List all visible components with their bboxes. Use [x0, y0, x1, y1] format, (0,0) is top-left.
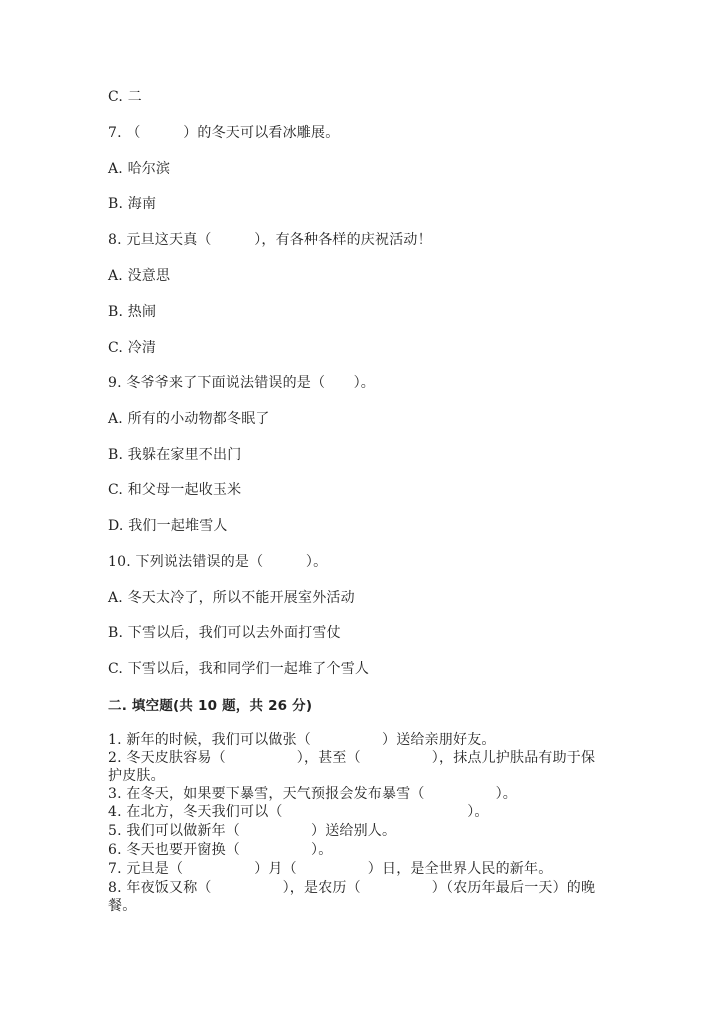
option-q8-b: B. 热闹 — [108, 304, 157, 320]
fill-line-7: 7. 元旦是（ ）月（ ）日，是全世界人民的新年。 — [108, 861, 553, 877]
fill-line-2-cont: 护皮肤。 — [108, 768, 165, 784]
option-q6-c: C. 二 — [108, 89, 142, 105]
option-q10-a: A. 冬天太冷了，所以不能开展室外活动 — [108, 590, 355, 606]
option-q7-a: A. 哈尔滨 — [108, 161, 171, 177]
fill-line-4: 4. 在北方，冬天我们可以（ ）。 — [108, 804, 489, 820]
question-10-stem: 10. 下列说法错误的是（ ）。 — [108, 554, 328, 570]
option-q9-a: A. 所有的小动物都冬眠了 — [108, 411, 270, 427]
fill-line-8: 8. 年夜饭又称（ ），是农历（ ）（农历年最后一天）的晚 — [108, 880, 596, 896]
option-q10-c: C. 下雪以后，我和同学们一起堆了个雪人 — [108, 661, 370, 677]
option-q8-c: C. 冷清 — [108, 340, 157, 356]
option-q10-b: B. 下雪以后，我们可以去外面打雪仗 — [108, 625, 341, 641]
fill-line-6: 6. 冬天也要开窗换（ ）。 — [108, 842, 333, 858]
option-q9-d: D. 我们一起堆雪人 — [108, 518, 228, 534]
option-q9-b: B. 我躲在家里不出门 — [108, 447, 242, 463]
fill-line-2: 2. 冬天皮肤容易（ ），甚至（ ），抹点儿护肤品有助于保 — [108, 750, 596, 766]
option-q9-c: C. 和父母一起收玉米 — [108, 482, 242, 498]
question-9-stem: 9. 冬爷爷来了下面说法错误的是（ ）。 — [108, 375, 376, 391]
fill-line-1: 1. 新年的时候，我们可以做张（ ）送给亲朋好友。 — [108, 732, 496, 748]
fill-line-8-cont: 餐。 — [108, 898, 137, 914]
option-q8-a: A. 没意思 — [108, 268, 171, 284]
fill-line-5: 5. 我们可以做新年（ ）送给别人。 — [108, 823, 397, 839]
fill-line-3: 3. 在冬天，如果要下暴雪，天气预报会发布暴雪（ ）。 — [108, 786, 518, 802]
option-q7-b: B. 海南 — [108, 196, 157, 212]
question-8-stem: 8. 元旦这天真（ ），有各种各样的庆祝活动！ — [108, 232, 432, 248]
section-heading-fill-blank: 二. 填空题(共 10 题，共 26 分) — [108, 698, 313, 714]
question-7-stem: 7. （ ）的冬天可以看冰雕展。 — [108, 125, 340, 141]
